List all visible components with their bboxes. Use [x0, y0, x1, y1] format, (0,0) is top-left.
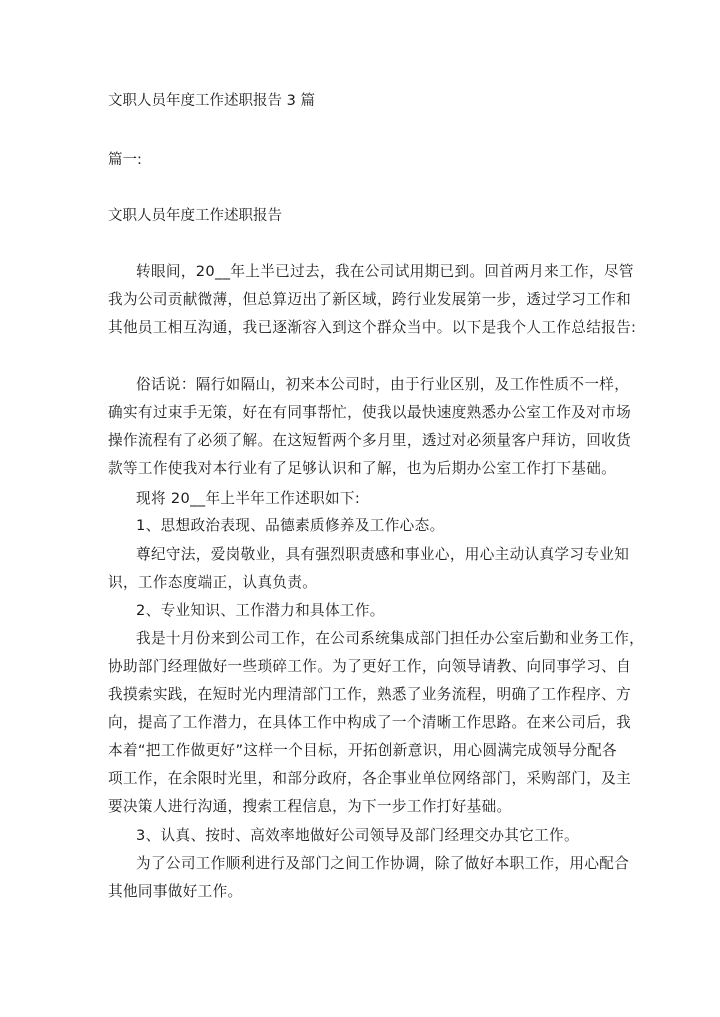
paragraph-line: 操作流程有了必须了解。在这短暂两个多月里，透过对必须量客户拜访，回收货 [108, 432, 632, 449]
list-item-heading: 2、专业知识、工作潜力和具体工作。 [136, 602, 385, 619]
list-item-heading: 1、思想政治表现、品德素质修养及工作心态。 [136, 517, 445, 534]
paragraph-line: 识，工作态度端正，认真负责。 [108, 574, 318, 591]
paragraph-line: 尊纪守法，爱岗敬业，具有强烈职责感和事业心，用心主动认真学习专业知 [136, 546, 630, 563]
paragraph-line: 确实有过束手无策，好在有同事帮忙，使我以最快速度熟悉办公室工作及对市场 [108, 404, 632, 421]
paragraph-line: 我是十月份来到公司工作，在公司系统集成部门担任办公室后勤和业务工作， [136, 630, 645, 647]
section-heading: 篇一: [108, 152, 142, 168]
paragraph-line: 俗话说：隔行如隔山，初来本公司时，由于行业区别，及工作性质不一样， [136, 376, 630, 393]
paragraph-line: 我摸索实践，在短时光内理清部门工作，熟悉了业务流程，明确了工作程序、方 [108, 686, 632, 703]
paragraph-line: 本着“把工作做更好”这样一个目标，开拓创新意识，用心圆满完成领导分配各 [108, 742, 617, 759]
paragraph-line: 款等工作使我对本行业有了足够认识和了解，也为后期办公室工作打下基础。 [108, 460, 617, 477]
list-item-heading: 3、认真、按时、高效率地做好公司领导及部门经理交办其它工作。 [136, 827, 580, 844]
paragraph-line: 其他同事做好工作。 [108, 883, 243, 900]
report-title: 文职人员年度工作述职报告 [108, 208, 282, 224]
paragraph-line: 转眼间，20__年上半已过去，我在公司试用期已到。回首两月来工作，尽管 [136, 263, 634, 280]
paragraph-line: 我为公司贡献微薄，但总算迈出了新区域，跨行业发展第一步，透过学习工作和 [108, 291, 632, 308]
paragraph-line: 项工作，在余限时光里，和部分政府，各企事业单位网络部门，采购部门，及主 [108, 770, 632, 787]
paragraph-line: 要决策人进行沟通，搜索工程信息，为下一步工作打好基础。 [108, 798, 512, 815]
document-title: 文职人员年度工作述职报告 3 篇 [108, 93, 315, 109]
paragraph-line: 现将 20__年上半年工作述职如下: [136, 490, 361, 507]
paragraph-line: 协助部门经理做好一些琐碎工作。为了更好工作，向领导请教、向同事学习、自 [108, 658, 632, 675]
paragraph-line: 其他员工相互沟通，我已逐渐容入到这个群众当中。以下是我个人工作总结报告: [108, 319, 637, 336]
paragraph-line: 向，提高了工作潜力，在具体工作中构成了一个清晰工作思路。在来公司后，我 [108, 714, 632, 731]
paragraph-line: 为了公司工作顺利进行及部门之间工作协调，除了做好本职工作，用心配合 [136, 855, 630, 872]
